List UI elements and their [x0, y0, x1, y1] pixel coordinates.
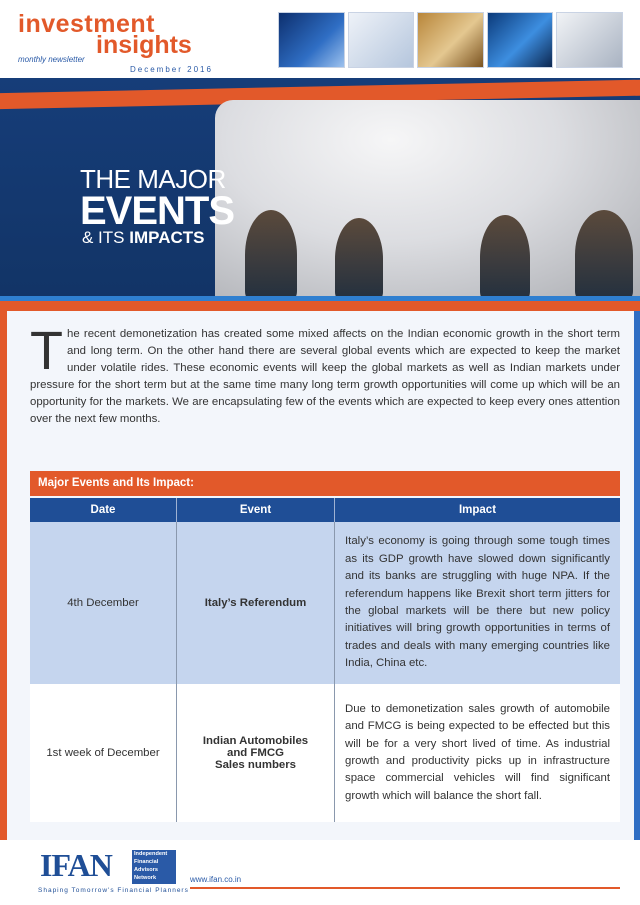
event-date: 4th December: [30, 522, 177, 684]
banner-title-bold: IMPACTS: [129, 228, 205, 247]
banner-title-line-2: EVENTS: [80, 189, 235, 233]
table-row: [30, 522, 620, 684]
banner-title-line-3: [82, 228, 204, 248]
header: [0, 0, 640, 88]
banner-title-prefix: & ITS: [82, 228, 130, 247]
left-accent-bar: [0, 311, 7, 871]
business-meeting-photo: [215, 100, 640, 300]
hand-writing-image: [556, 12, 623, 68]
table-title: Major Events and Its Impact:: [30, 471, 620, 496]
table-row: [30, 684, 620, 822]
event-name: Italy’s Referendum: [177, 522, 335, 684]
issue-date: December 2016: [130, 65, 213, 74]
logo-tag-line: Network: [134, 875, 157, 881]
brand-subtitle: monthly newsletter: [18, 55, 85, 64]
header-image-strip: [278, 12, 623, 66]
logo-tag-line: Advisors: [134, 867, 158, 873]
logo-tag-line: Financial: [134, 859, 159, 865]
event-name-line: and FMCG: [227, 747, 284, 759]
event-name: [177, 684, 335, 822]
event-name-line: Indian Automobiles: [202, 735, 309, 747]
globe-network-image: [278, 12, 345, 68]
event-impact: Italy’s economy is going through some tough times as its GDP growth have slowed down significantly and its banks are struggling with huge NPA. If the referendum happens like Brexit short term jitters for the global markets will be there but new policy initiatives will bring growth opportunities in terms of trades and deals with many emerging countries like India, China etc.: [335, 522, 621, 684]
stock-chart-image: [487, 12, 554, 68]
orange-divider: [0, 301, 640, 311]
footer: [0, 840, 640, 905]
logo-tag-line: Independent: [134, 851, 168, 857]
right-accent-bar: [634, 311, 640, 871]
pen-chart-image: [348, 12, 415, 68]
banner-title-line-1: THE MAJOR: [80, 164, 226, 194]
intro-text: he recent demonetization has created some mixed affects on the Indian economic growth in the short term and long term. On the other hand there are several global events which are expected to keep the market under volatile rides. These economic events will keep the global markets as well as Indian markets under pressure for the short term but at the same time many long term growth opportunities will come up which will be an opportunity for the markets. We are encapsulating few of the events which are expected to keep every ones attention over the next few months.: [30, 328, 620, 425]
event-date: 1st week of December: [30, 684, 177, 822]
column-header-event: Event: [177, 498, 335, 522]
table-header-row: [30, 498, 620, 522]
logo-wordmark: IFAN: [40, 847, 112, 883]
column-header-date: Date: [30, 498, 177, 522]
logo-tagline-box: [132, 850, 176, 884]
drop-cap: T: [30, 321, 63, 381]
financial-newspaper-image: [417, 12, 484, 68]
website-link[interactable]: www.ifan.co.in: [190, 875, 242, 884]
person-silhouette: [335, 218, 383, 300]
person-silhouette: [575, 210, 633, 300]
footer-rule: [190, 887, 620, 889]
person-silhouette: [480, 215, 530, 300]
events-table: [30, 498, 620, 822]
event-impact: Due to demonetization sales growth of automobile and FMCG is being expected to be effected but this will be for a very short lived of time. As industrial growth and productivity picks up in infrastructure space commercial vehicles will find significant growth which will balance the short fall.: [335, 684, 621, 822]
hero-banner: [0, 78, 640, 300]
brand-line-1: investment: [18, 10, 155, 38]
column-header-impact: Impact: [335, 498, 621, 522]
intro-paragraph: [30, 321, 620, 428]
brand-line-2: insights: [96, 31, 192, 59]
logo-slogan: Shaping Tomorrow's Financial Planners: [38, 887, 189, 894]
event-name-line: Sales numbers: [214, 759, 297, 771]
person-silhouette: [245, 210, 297, 300]
